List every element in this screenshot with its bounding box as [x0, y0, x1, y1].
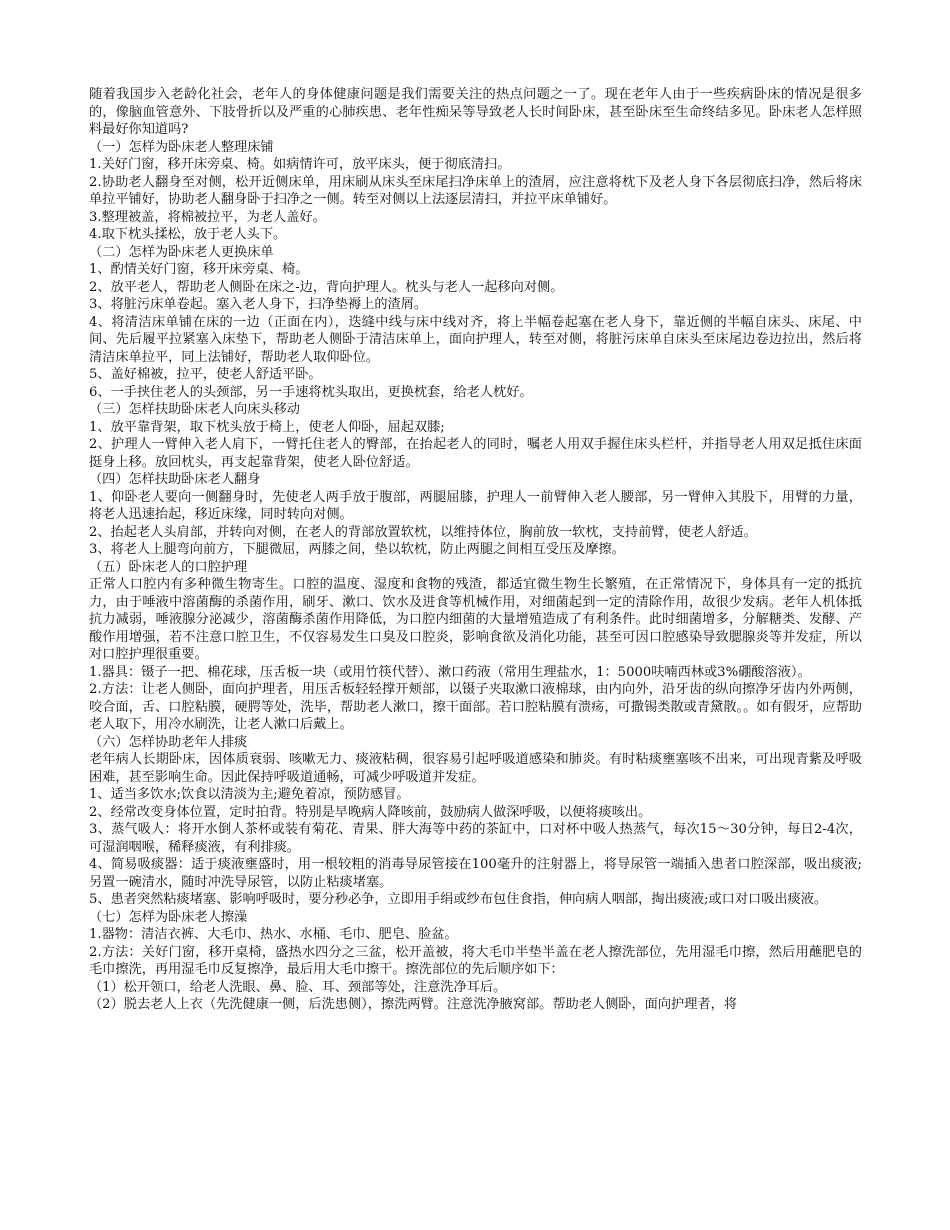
section-7-step-2: （2）脱去老人上衣（先洗健康一侧，后洗患侧），擦洗两臂。注意洗净腋窝部。帮助老人侧卧，面向护理者，将: [89, 997, 737, 1012]
section-2-item-3: 3、将脏污床单卷起。塞入老人身下，扫净垫褥上的渣屑。: [89, 297, 428, 312]
section-3-item-2: 2、护理人一臂伸入老人肩下，一臂托住老人的臀部，在抬起老人的同时，嘱老人用双手握住床头栏杆，并指导老人用双足抵住床面挺身上移。放回枕头，再支起靠背架，使老人卧位舒适。: [89, 437, 862, 470]
section-heading-2: （二）怎样为卧床老人更换床单: [89, 244, 274, 260]
section-2-item-1: 1、酌情关好门窗，移开床旁桌、椅。: [89, 262, 309, 277]
section-3-item-1: 1、放平靠背架，取下枕头放于椅上，使老人仰卧，屈起双膝;: [89, 419, 445, 435]
section-6-item-1: 1、适当多饮水;饮食以清淡为主;避免着凉，预防感冒。: [89, 787, 410, 802]
intro-paragraph: 随着我国步入老龄化社会，老年人的身体健康问题是我们需要关注的热点问题之一了。现在老年人由于一些疾病卧床的情况是很多的，像脑血管意外、下肢骨折以及严重的心肺疾患、老年性痴呆等导致老人长时间卧床，甚至卧床至生命终结多见。卧床老人怎样照料最好你知道吗?: [89, 87, 862, 137]
section-4-item-1: 1、仰卧老人要向一侧翻身时，先使老人两手放于腹部，两腿屈膝，护理人一前臂伸入老人腰部，另一臂伸入其股下，用臂的力量，将老人迅速抬起，移近床缘，同时转向对侧。: [89, 489, 862, 522]
section-2-item-2: 2、放平老人，帮助老人侧卧在床之-边，背向护理人。枕头与老人一起移向对侧。: [89, 279, 564, 295]
section-6-item-4: 4、简易吸痰器：适于痰液壅盛时，用一根较粗的消毒导尿管接在100毫升的注射器上，将导尿管一端插入患者口腔深部，吸出痰液;另置一碗清水，随时冲洗导尿管，以防止粘痰堵塞。: [89, 857, 862, 890]
section-heading-6: （六）怎样协助老年人排痰: [89, 734, 248, 750]
section-1-item-2: 2.协助老人翻身至对侧，松开近侧床单，用床刷从床头至床尾扫净床单上的渣屑，应注意将枕下及老人身下各层彻底扫净，然后将床单拉平铺好，协助老人翻身卧于扫净之一侧。转至对侧以上法逐层清扫，并拉平床单铺好。: [89, 174, 862, 207]
section-heading-1: （一）怎样为卧床老人整理床铺: [89, 139, 274, 155]
section-2-item-4: 4、将清洁床单铺在床的一边（正面在内），迭缝中线与床中线对齐，将上半幅卷起塞在老人身下，靠近侧的半幅自床头、床尾、中间、先后履平拉紧塞入床垫下，帮助老人侧卧于清洁床单上，面向护理人，转至对侧，将脏污床单自床头至床尾边卷边拉出，然后将清洁床单拉平，同上法铺好，帮助老人取仰卧位。: [89, 314, 862, 365]
section-6-item-3: 3、蒸气吸人：将开水倒人茶杯或装有菊花、青果、胖大海等中药的茶缸中，口对杯中吸人热蒸气，每次15～30分钟，每日2-4次，可湿润咽喉，稀释痰液，有利排痰。: [89, 822, 862, 855]
section-2-item-6: 6、一手挟住老人的头颈部，另一手速将枕头取出，更换枕套，给老人枕好。: [89, 384, 533, 400]
section-heading-4: （四）怎样扶助卧床老人翻身: [89, 472, 261, 487]
section-6-intro: 老年病人长期卧床，因体质衰弱、咳嗽无力、痰液粘稠，很容易引起呼吸道感染和肺炎。有时粘痰壅塞咳不出来，可出现青紫及呼吸困难，甚至影响生命。因此保持呼吸道通畅，可减少呼吸道并发症。: [89, 752, 862, 785]
section-1-item-3: 3.整理被盖，将棉被拉平，为老人盖好。: [89, 209, 326, 225]
section-6-item-5: 5、患者突然粘痰堵塞、影响呼吸时，要分秒必争，立即用手绢或纱布包住食指，伸向病人咽部，掏出痰液;或口对口吸出痰液。: [89, 892, 828, 907]
section-2-item-5: 5、盖好棉被，拉平，使老人舒适平卧。: [89, 367, 322, 382]
section-4-item-3: 3、将老人上腿弯向前方，下腿微屈，两膝之间，垫以软枕，防止两腿之间相互受压及摩擦。: [89, 542, 625, 557]
section-7-step-1: （1）松开领口，给老人洗眼、鼻、脸、耳、颈部等处，注意洗净耳后。: [89, 979, 507, 995]
section-4-item-2: 2、抬起老人头肩部，并转向对侧，在老人的背部放置软枕，以维持体位，胸前放一软枕，支持前臂，使老人舒适。: [89, 524, 757, 540]
section-7-item-1: 1.器物：清洁衣裤、大毛巾、热水、水桶、毛巾、肥皂、脸盆。: [89, 927, 458, 942]
section-heading-3: （三）怎样扶助卧床老人向床头移动: [89, 402, 300, 417]
section-6-item-2: 2、经常改变身体位置，定时拍背。特别是早晚病人降咳前，鼓励病人做深呼吸，以便将痰咳出。: [89, 804, 652, 820]
section-heading-5: （五）卧床老人的口腔护理: [89, 559, 248, 575]
section-5-intro: 正常人口腔内有多种微生物寄生。口腔的温度、湿度和食物的残渣，都适宜微生物生长繁殖，在正常情况下，身体具有一定的抵抗力，由于唾液中溶菌酶的杀菌作用，刷牙、漱口、饮水及进食等机械作用，对细菌起到一定的清除作用，故很少发病。老年人机体抵抗力减弱，唾液腺分泌减少，溶菌酶杀菌作用降低，为口腔内细菌的大量增殖造成了有利条件。此时细菌增多，分解糖类、发酵、产酸作用增强，若不注意口腔卫生，不仅容易发生口臭及口腔炎，影响食欲及消化功能，甚至可因口腔感染导致腮腺炎等并发症，所以对口腔护理很重要。: [89, 577, 862, 662]
section-1-item-4: 4.取下枕头揉松，放于老人头下。: [89, 227, 287, 242]
section-heading-7: （七）怎样为卧床老人擦澡: [89, 909, 248, 925]
section-5-item-1: 1.器具：镊子一把、棉花球，压舌板一块（或用竹筷代替）、漱口药液（常用生理盐水，1：5000呋喃西林或3%硼酸溶液）。: [89, 664, 811, 680]
section-5-item-2: 2.方法：让老人侧卧，面向护理者，用压舌板轻轻撑开颊部，以镊子夹取漱口液棉球，由内向外，沿牙齿的纵向擦净牙齿内外两侧，咬合面，舌、口腔粘膜，硬腭等处，洗毕，帮助老人漱口，擦干面部。若口腔粘膜有溃疡，可撒锡类散或青黛散。。如有假牙，应帮助老人取下，用冷水刷洗，让老人漱口后戴上。: [89, 682, 862, 732]
section-1-item-1: 1.关好门窗，移开床旁桌、椅。如病情许可，放平床头，便于彻底清扫。: [89, 157, 511, 172]
section-7-item-2: 2.方法：关好门窗，移开桌椅，盛热水四分之三盆，松开盖被，将大毛巾半垫半盖在老人擦洗部位，先用湿毛巾擦，然后用蘸肥皂的毛巾擦洗，再用湿毛巾反复擦净，最后用大毛巾擦干。擦洗部位的先后顺序如下：: [89, 944, 862, 977]
